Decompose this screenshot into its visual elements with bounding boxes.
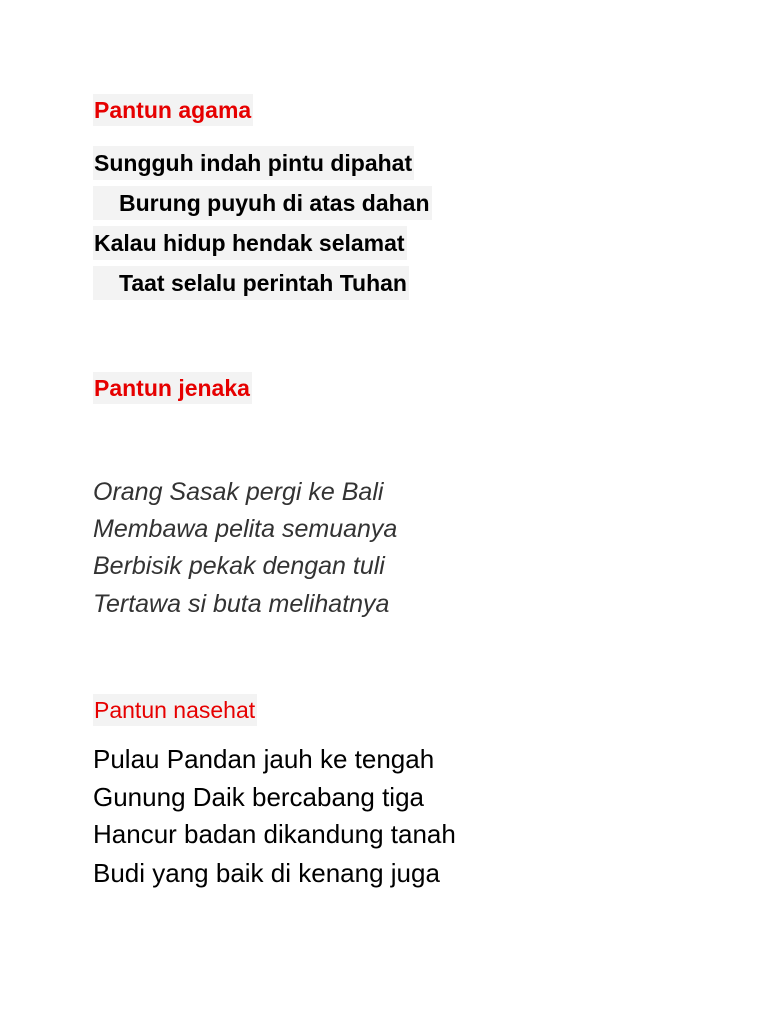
poem-line: Burung puyuh di atas dahan xyxy=(93,186,432,220)
poem-line: Hancur badan dikandung tanah xyxy=(93,819,456,849)
poem-line: Budi yang baik di kenang juga xyxy=(93,858,440,888)
poem-line: Sungguh indah pintu dipahat xyxy=(93,146,414,180)
poem-line: Tertawa si buta melihatnya xyxy=(93,590,390,618)
poem-line: Pulau Pandan jauh ke tengah xyxy=(93,744,435,774)
poem-line: Gunung Daik bercabang tiga xyxy=(93,782,425,812)
section-heading-jenaka: Pantun jenaka xyxy=(93,372,252,404)
poem-line: Berbisik pekak dengan tuli xyxy=(93,552,385,580)
section-heading-nasehat: Pantun nasehat xyxy=(93,694,257,726)
section-heading-agama: Pantun agama xyxy=(93,94,253,126)
poem-line: Orang Sasak pergi ke Bali xyxy=(93,478,384,506)
poem-line: Kalau hidup hendak selamat xyxy=(93,226,407,260)
poem-line: Membawa pelita semuanya xyxy=(93,515,398,543)
poem-line: Taat selalu perintah Tuhan xyxy=(93,266,409,300)
